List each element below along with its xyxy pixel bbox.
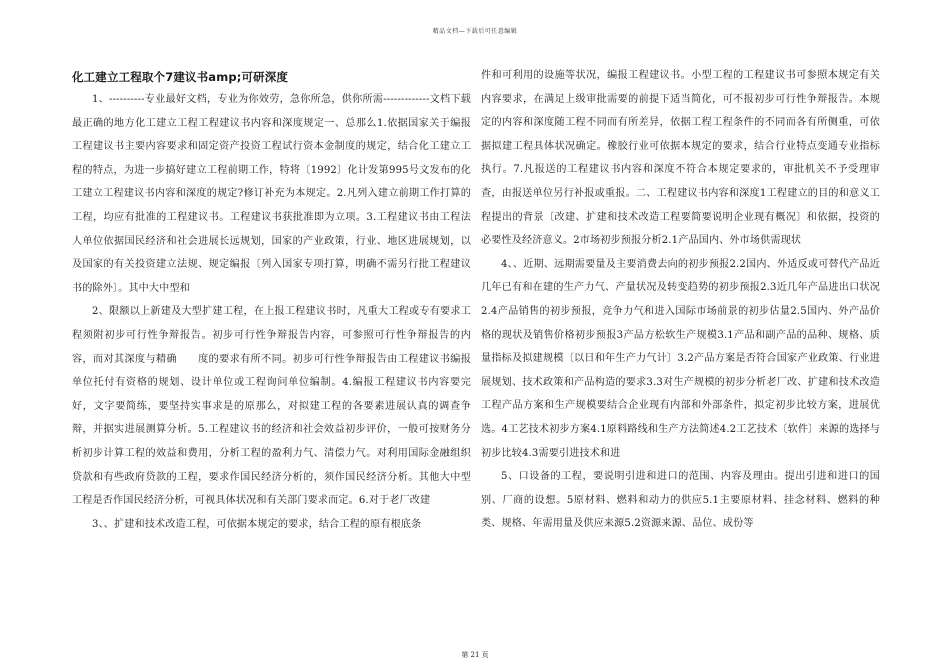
right-column bbox=[481, 64, 880, 536]
paragraph: 4、、近期、远期需要量及主要消费去向的初步预报2.2国内、外适反或可替代产品近几年已有和在建的生产力气、产量状况及转变趋势的初步预报2.3近几年产品进出口状况2.4产品销售的初步预报，竞争力气和进入国际市场前景的初步估量2.5国内、外产品价格的现状及销售价格初步预报3产品方松软生产规模3.1产品和副产品的品种、规格、质量指标及拟建规模〔以日和年生产力气计〕3.2产品方案是否符合国家产业政策、行业进展规划、技术政策和产品构造的要求3.3对生产规模的初步分析老厂改、扩建和技术改造工程产品方案和生产规模要结合企业现有内部和外部条件，拟定初步比较方案，进展优选。4工艺技术初步方案4.1原料路线和生产方法简述4.2工艺技术〔软件〕来源的选择与初步比较4.3需要引进技术和进 bbox=[481, 258, 880, 459]
paragraph: 5、口设备的工程，要说明引进和进口的范围、内容及理由。提出引进和进口的国别、厂商的设想。5原材料、燃料和动力的供应5.1主要原材料、挂念材料、燃料的种类、规格、年需用量及供应来源5.2资源来源、品位、成份等 bbox=[481, 471, 880, 530]
page-header: 精品文档—下载后可任意编辑 bbox=[432, 28, 518, 35]
left-column bbox=[72, 66, 471, 536]
paragraph: 2、限额以上新建及大型扩建工程，在上报工程建议书时，凡重大工程或专有要求工程须附初步可行性争辩报告。初步可行性争辩报告内容，可参照可行性争辩报告的内容，而对其深度与精确 度的要求有所不同。初步可行性争辩报告由工程建议书编报单位托付有资格的规划、设计单位或工程询问单位编制。4.编报工程建议书内容要完好，文字要简练，要坚持实事求是的原那么，对拟建工程的各要素进展认真的调查争辩，并据实进展测算分析。5.工程建议书的经济和社会效益初步评价，一般可按财务分析初步计算工程的效益和费用，分析工程的盈利力气、清偿力气。对利用国际金融组织贷款和有些政府贷款的工程，要求作国民经济分析的，须作国民经济分析。其他大中型工程是否作国民经济分析，可视具体状况和有关部门要求而定。6.对于老厂改建 bbox=[72, 306, 471, 507]
document-title: 化工建立工程取个7建议书amp;可研深度 bbox=[72, 70, 289, 84]
paragraph: 1、----------专业最好文档，专业为你效劳，急你所急，供你所需-------------文档下载最正确的地方化工建立工程工程建议书内容和深度规定一、总那么1.依据国家关于编报工程建议书主要内容要求和固定资产投资工程试行资本金制度的规定，结合化工建立工程的特点，为进一步搞好建立工程前期工作，特将〔1992〕化计发第995号文发布的化工建立工程建议书内容和深度的规定?修订补充为本规定。2.凡列入建立前期工作打算的工程，均应有批准的工程建议书。工程建议书获批准即为立项。3.工程建议书由工程法人单位依据国民经济和社会进展长远规划，国家的产业政策，行业、地区进展规划，以及国家的有关投资建立法规、规定编报〔列入国家专项打算，明确不需另行批工程建议书的除外〕。其中大中型和 bbox=[72, 94, 471, 294]
paragraph: 件和可利用的设施等状况，编报工程建议书。小型工程的工程建议书可参照本规定有关内容要求，在满足上级审批需要的前提下适当简化，可不报初步可行性争辩报告。本规定的内容和深度随工程不同而有所差异，依据工程工程条件的不同而各有所侧重，可依据拟建工程具体状况确定。橡胶行业可依据本规定的要求，结合行业特点变通专业指标执行。7.凡报送的工程建议书内容和深度不符合本规定要求的，审批机关不予受理审查，由报送单位另行补报或重报。二、工程建议书内容和深度1工程建立的目的和意义工程提出的背景〔改建、扩建和技术改造工程要简要说明企业现有概况〕和依据，投资的必要性及经济意义。2市场初步预报分析2.1产品国内、外市场供需现状 bbox=[481, 70, 880, 247]
page-number: 第 21 页 bbox=[461, 651, 489, 659]
paragraph: 3、、扩建和技术改造工程，可依据本规定的要求，结合工程的原有根底条 bbox=[92, 518, 422, 530]
